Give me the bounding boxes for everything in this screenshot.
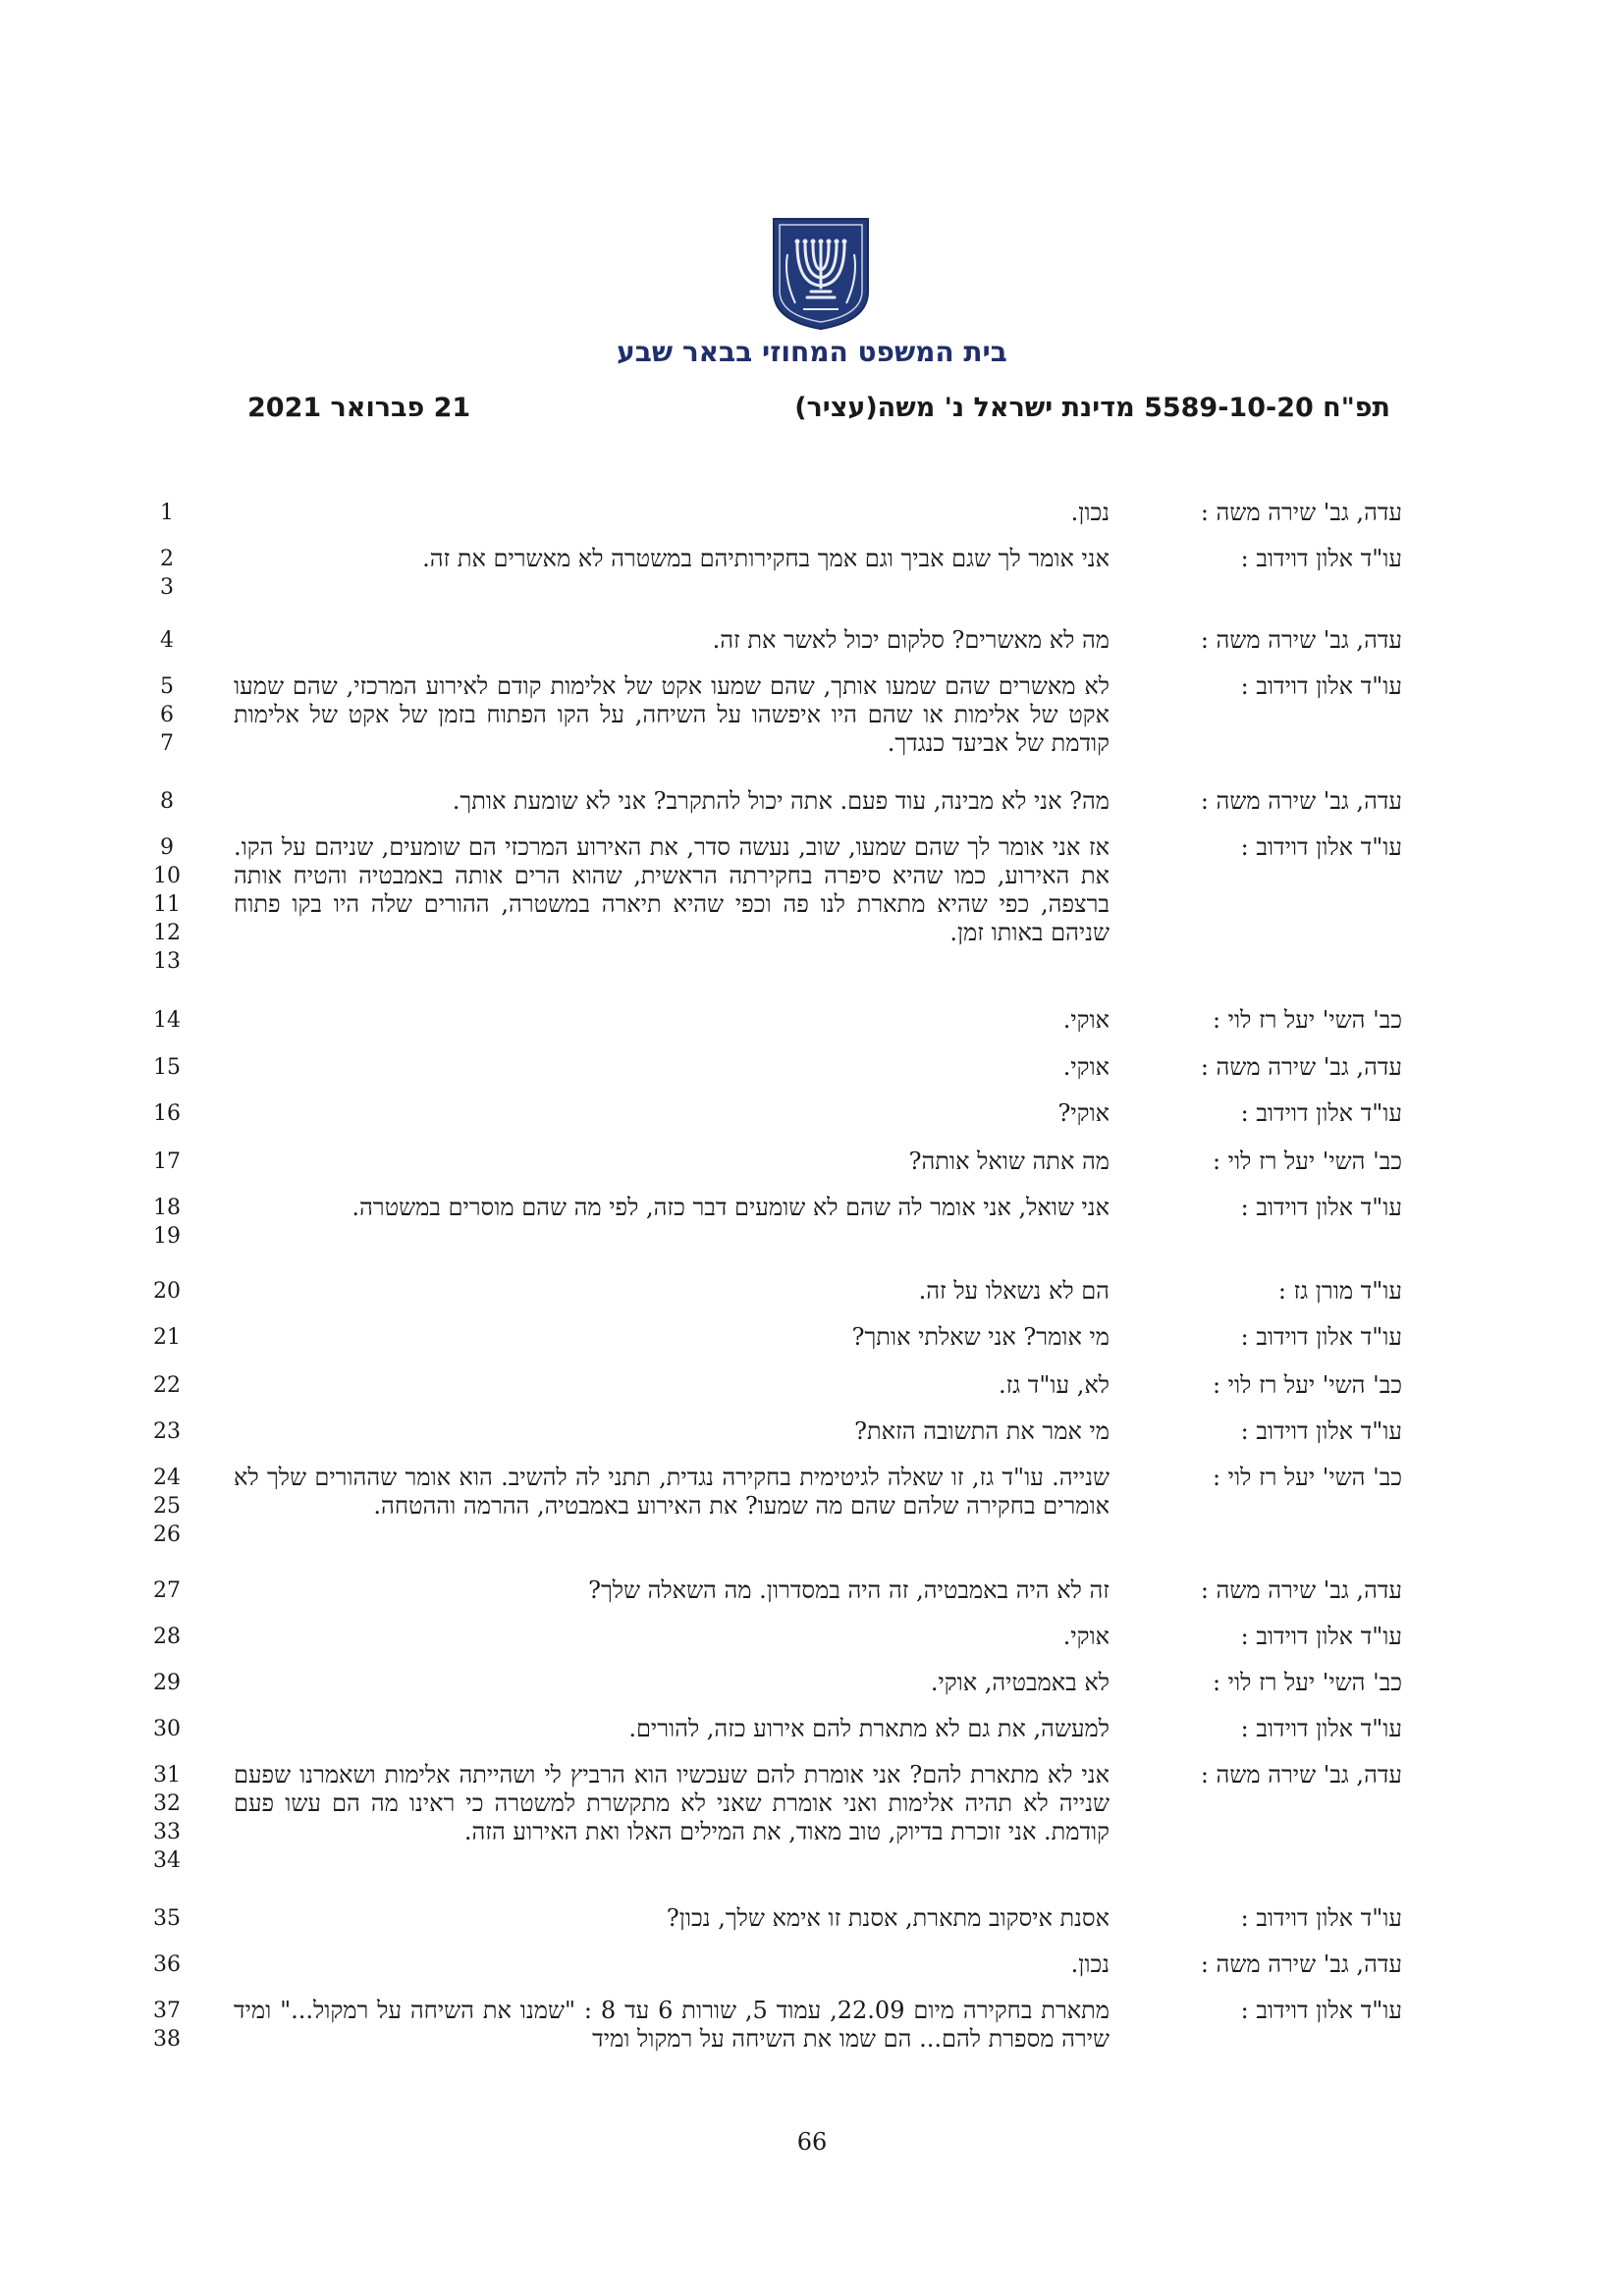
speaker-name: עדה, גב' שירה משה : xyxy=(1200,787,1402,815)
line-number: 8 xyxy=(160,789,174,814)
line-number: 36 xyxy=(153,1952,181,1977)
line-number: 18 xyxy=(153,1196,181,1220)
line-number: 28 xyxy=(153,1625,181,1649)
line-numbers xyxy=(147,1950,187,1979)
page-number: 66 xyxy=(796,2128,828,2156)
hearing-date: 21 פברואר 2021 xyxy=(247,393,471,423)
speaker-name: עו"ד אלון דוידוב : xyxy=(1240,1715,1402,1742)
line-numbers xyxy=(147,1006,187,1035)
testimony-text: מי אומר? אני שאלתי אותך? xyxy=(851,1323,1110,1351)
testimony-text: אני שואל, אני אומר לה שהם לא שומעים דבר כזה, לפי מה שהם מוסרים במשטרה. xyxy=(352,1194,1110,1221)
line-number: 27 xyxy=(153,1578,181,1603)
speaker-name: עו"ד אלון דוידוב : xyxy=(1240,1997,1402,2024)
speaker-name: עו"ד אלון דוידוב : xyxy=(1240,1417,1402,1445)
line-number: 1 xyxy=(160,501,174,525)
speaker-name: עו"ד אלון דוידוב : xyxy=(1240,672,1402,700)
transcript-entry xyxy=(0,1050,1624,1081)
line-number: 10 xyxy=(153,864,181,888)
line-number: 26 xyxy=(153,1522,181,1547)
speaker-name: עו"ד אלון דוידוב : xyxy=(1240,1904,1402,1932)
line-number: 22 xyxy=(153,1373,181,1398)
line-number: 33 xyxy=(153,1820,181,1844)
speaker-name: כב' השי' יעל רז לוי : xyxy=(1212,1148,1402,1175)
speaker-name: עדה, גב' שירה משה : xyxy=(1200,626,1402,654)
testimony-text: אוקי. xyxy=(1062,1623,1110,1650)
testimony-text: לא באמבטיה, אוקי. xyxy=(930,1669,1110,1696)
transcript-entry xyxy=(0,1901,1624,1932)
speaker-name: עו"ד אלון דוידוב : xyxy=(1240,1623,1402,1650)
case-title: תפ"ח 5589-10-20 מדינת ישראל נ' משה(עציר) xyxy=(794,393,1390,423)
testimony-text: שנייה. עו"ד גז, זו שאלה לגיטימית בחקירה נגדית, תתני לה להשיב. הוא אומר שההורים שלך לא אומרים בחקירה שלהם שהם מה שמעו? את האירוע באמבטיה, ההרמה וההטחה. xyxy=(234,1464,1110,1520)
speaker-name: עדה, גב' שירה משה : xyxy=(1200,1053,1402,1081)
transcript-entry xyxy=(0,496,1624,526)
line-numbers xyxy=(147,1148,187,1176)
speaker-name: כב' השי' יעל רז לוי : xyxy=(1212,1464,1402,1491)
transcript-entry xyxy=(0,1758,1624,1873)
speaker-name: כב' השי' יעל רז לוי : xyxy=(1212,1669,1402,1696)
transcript-entry xyxy=(0,1712,1624,1742)
line-number: 7 xyxy=(160,731,174,756)
testimony-text: אסנת איסקוב מתארת, אסנת זו אימא שלך, נכון? xyxy=(666,1904,1110,1932)
line-number: 29 xyxy=(153,1671,181,1695)
speaker-name: עו"ד אלון דוידוב : xyxy=(1240,833,1402,861)
line-number: 11 xyxy=(153,892,181,917)
line-number: 38 xyxy=(153,2027,181,2052)
speaker-name: כב' השי' יעל רז לוי : xyxy=(1212,1371,1402,1399)
line-number: 6 xyxy=(160,703,174,727)
testimony-text: נכון. xyxy=(1070,1950,1110,1978)
transcript-entry xyxy=(0,1994,1624,2053)
transcript-entry xyxy=(0,1320,1624,1351)
transcript-entry xyxy=(0,1368,1624,1399)
testimony-text: מתארת בחקירה מיום 22.09, עמוד 5, שורות 6 עד 8 : "שמנו את השיחה על רמקול..." ומיד שירה מספרת להם... הם שמו את השיחה על רמקול ומיד xyxy=(234,1997,1110,2053)
line-number: 23 xyxy=(153,1419,181,1444)
transcript-entry xyxy=(0,1003,1624,1034)
transcript-entry xyxy=(0,1191,1624,1249)
speaker-name: עו"ד אלון דוידוב : xyxy=(1240,1194,1402,1221)
testimony-text: מה אתה שואל אותה? xyxy=(908,1148,1110,1175)
line-numbers xyxy=(147,1904,187,1933)
line-number: 31 xyxy=(153,1763,181,1788)
line-numbers xyxy=(147,1464,187,1549)
line-numbers xyxy=(147,1669,187,1697)
testimony-text: אני אומר לך שגם אביך וגם אמך בחקירותיהם במשטרה לא מאשרים את זה. xyxy=(422,545,1110,572)
transcript-entry xyxy=(0,1145,1624,1175)
line-number: 25 xyxy=(153,1494,181,1519)
line-number: 12 xyxy=(153,921,181,945)
speaker-name: עדה, גב' שירה משה : xyxy=(1200,1950,1402,1978)
line-numbers xyxy=(147,626,187,655)
transcript-entry xyxy=(0,623,1624,654)
testimony-text: מי אמר את התשובה הזאת? xyxy=(854,1417,1110,1445)
speaker-name: כב' השי' יעל רז לוי : xyxy=(1212,1006,1402,1034)
speaker-name: עדה, גב' שירה משה : xyxy=(1200,499,1402,526)
line-number: 4 xyxy=(160,628,174,653)
line-numbers xyxy=(147,1576,187,1605)
court-name: בית המשפט המחוזי בבאר שבע xyxy=(617,336,1007,368)
line-numbers xyxy=(147,1715,187,1743)
transcript-entry xyxy=(0,669,1624,757)
line-number: 24 xyxy=(153,1466,181,1490)
line-number: 16 xyxy=(153,1101,181,1126)
speaker-name: עדה, גב' שירה משה : xyxy=(1200,1576,1402,1604)
line-numbers xyxy=(147,1053,187,1082)
testimony-text: מה לא מאשרים? סלקום יכול לאשר את זה. xyxy=(712,626,1110,654)
testimony-text: לא, עו"ד גז. xyxy=(998,1371,1110,1399)
testimony-text: זה לא היה באמבטיה, זה היה במסדרון. מה השאלה שלך? xyxy=(588,1576,1110,1604)
line-numbers xyxy=(147,672,187,758)
line-numbers xyxy=(147,1099,187,1128)
line-number: 14 xyxy=(153,1008,181,1033)
line-number: 37 xyxy=(153,1999,181,2023)
speaker-name: עו"ד אלון דוידוב : xyxy=(1240,545,1402,572)
line-numbers xyxy=(147,833,187,976)
transcript-entry xyxy=(0,1948,1624,1978)
testimony-text: למעשה, את גם לא מתארת להם אירוע כזה, להורים. xyxy=(628,1715,1110,1742)
line-number: 2 xyxy=(160,547,174,571)
line-number: 3 xyxy=(160,575,174,600)
testimony-text: מה? אני לא מבינה, עוד פעם. אתה יכול להתקרב? אני לא שומעת אותך. xyxy=(452,787,1110,815)
transcript-entry xyxy=(0,1666,1624,1696)
speaker-name: עו"ד מורן גז : xyxy=(1277,1277,1402,1305)
transcript-entry xyxy=(0,1461,1624,1547)
line-number: 13 xyxy=(153,949,181,974)
testimony-text: אז אני אומר לך שהם שמעו, שוב, נעשה סדר, את האירוע המרכזי הם שומעים, שניהם על הקו. את האירוע, כמו שהיא סיפרה בחקירתה הראשית, שהוא הרים אותה באמבטיה והטיח אותה ברצפה, כפי שהיא מתארת לנו פה וכפי שהיא תיארה במשטרה, ההורים שלה היו בקו פתוח שניהם באותו זמן. xyxy=(234,833,1110,946)
line-numbers xyxy=(147,1761,187,1875)
testimony-text: נכון. xyxy=(1070,499,1110,526)
transcript-entry xyxy=(0,1620,1624,1650)
line-numbers xyxy=(147,787,187,816)
testimony-text: אני לא מתארת להם? אני אומרת להם שעכשיו הוא הרביץ לי ושהייתה אלימות ושאמרנו שפעם שנייה לא תהיה אלימות ואני אומרת שאני לא מתקשרת למשטרה כי ראינו מה הם עשו פעם קודמת. אני זוכרת בדיוק, טוב מאוד, את המילים האלו ואת האירוע הזה. xyxy=(234,1761,1110,1845)
speaker-name: עו"ד אלון דוידוב : xyxy=(1240,1323,1402,1351)
testimony-text: אוקי. xyxy=(1062,1006,1110,1034)
testimony-text: אוקי. xyxy=(1062,1053,1110,1081)
transcript-entry xyxy=(0,1274,1624,1305)
transcript-entry xyxy=(0,1096,1624,1127)
line-number: 30 xyxy=(153,1717,181,1741)
line-number: 5 xyxy=(160,674,174,699)
line-number: 15 xyxy=(153,1055,181,1080)
line-numbers xyxy=(147,1323,187,1352)
line-numbers xyxy=(147,1194,187,1251)
line-numbers xyxy=(147,545,187,602)
line-number: 32 xyxy=(153,1791,181,1816)
speaker-name: עדה, גב' שירה משה : xyxy=(1200,1761,1402,1789)
speaker-name: עו"ד אלון דוידוב : xyxy=(1240,1099,1402,1127)
line-number: 34 xyxy=(153,1848,181,1873)
transcript-entry xyxy=(0,542,1624,600)
line-number: 19 xyxy=(153,1224,181,1249)
line-numbers xyxy=(147,1277,187,1306)
transcript-entry xyxy=(0,784,1624,815)
line-numbers xyxy=(147,1997,187,2054)
line-number: 21 xyxy=(153,1325,181,1350)
transcript-entry xyxy=(0,830,1624,974)
transcript-entry xyxy=(0,1574,1624,1604)
line-number: 35 xyxy=(153,1906,181,1931)
testimony-text: הם לא נשאלו על זה. xyxy=(918,1277,1110,1305)
line-numbers xyxy=(147,1371,187,1400)
testimony-text: לא מאשרים שהם שמעו אותך, שהם שמעו אקט של אלימות קודם לאירוע המרכזי, שהם שמעו אקט של אלימות או שהם היו איפשהו על השיחה, על הקו הפתוח בזמן של אקט של אלימות קודמת של אביעד כנגדך. xyxy=(234,672,1110,757)
line-numbers xyxy=(147,1417,187,1446)
line-numbers xyxy=(147,1623,187,1651)
line-number: 9 xyxy=(160,835,174,860)
testimony-text: אוקי? xyxy=(1057,1099,1110,1127)
line-numbers xyxy=(147,499,187,527)
line-number: 20 xyxy=(153,1279,181,1304)
line-number: 17 xyxy=(153,1149,181,1174)
